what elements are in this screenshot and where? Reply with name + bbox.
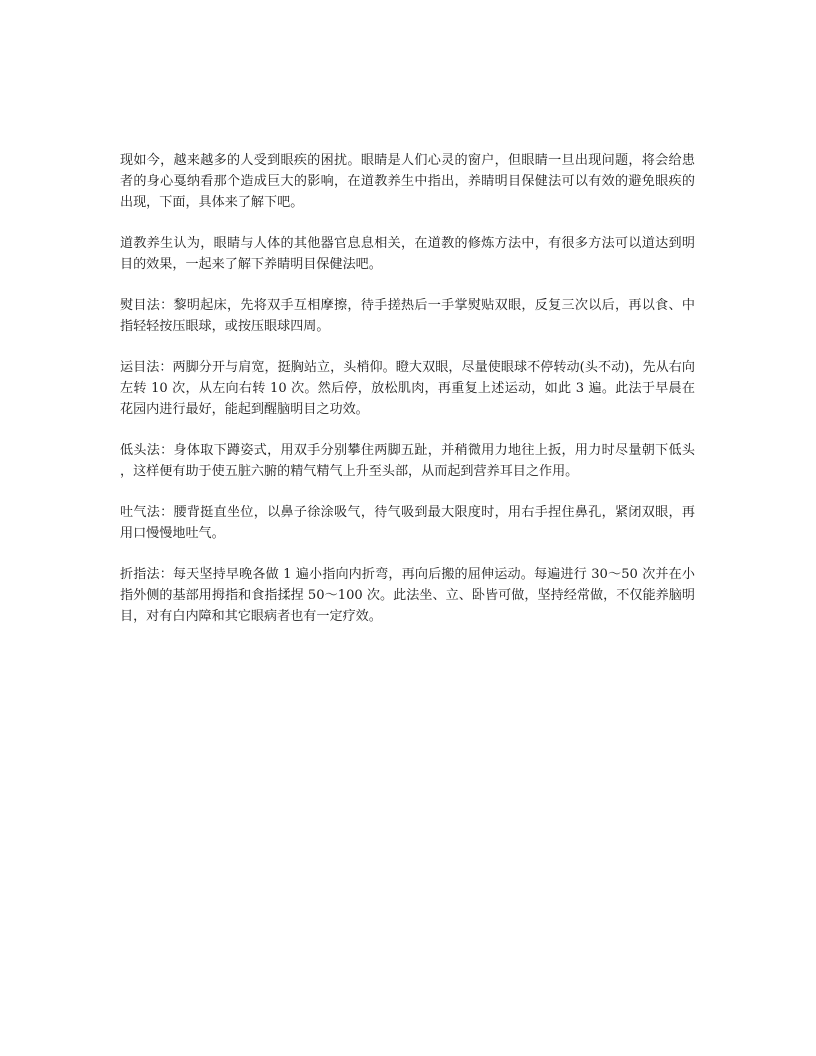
- method-exhale-paragraph: 吐气法：腰背挺直坐位，以鼻子徐涂吸气，待气吸到最大限度时，用右手捏住鼻孔，紧闭双眼，再用口慢慢地吐气。: [120, 505, 695, 541]
- method-eye-rotation-paragraph: 运目法：两脚分开与肩宽，挺胸站立，头梢仰。瞪大双眼，尽量使眼球不停转动(头不动)，先从右向左转 10 次，从左向右转 10 次。然后停，放松肌肉，再重复上述运动，如此 3 遍。此法于早晨在花园内进行最好，能起到醒脑明目之功效。: [120, 360, 695, 417]
- document-body: [120, 150, 695, 647]
- method-head-down-paragraph: 低头法：身体取下蹲姿式，用双手分别攀住两脚五趾，并稍微用力地往上扳，用力时尽量朝下低头，这样便有助于使五脏六腑的精气精气上升至头部，从而起到营养耳目之作用。: [120, 443, 695, 479]
- method-yun-mu-paragraph: 熨目法：黎明起床，先将双手互相摩擦，待手搓热后一手掌熨贴双眼，反复三次以后，再以食、中指轻轻按压眼球，或按压眼球四周。: [120, 298, 695, 334]
- intro-paragraph: 现如今，越来越多的人受到眼疾的困扰。眼睛是人们心灵的窗户，但眼睛一旦出现问题，将会给患者的身心戛纳看那个造成巨大的影响，在道教养生中指出，养睛明目保健法可以有效的避免眼疾的出现，下面，具体来了解下吧。: [120, 153, 695, 210]
- method-finger-bend-paragraph: 折指法：每天坚持早晚各做 1 遍小指向内折弯，再向后搬的屈伸运动。每遍进行 30～50 次并在小指外侧的基部用拇指和食指揉捏 50～100 次。此法坐、立、卧皆可做，坚持经常做，不仅能养脑明目，对有白内障和其它眼病者也有一定疗效。: [120, 567, 695, 624]
- taoist-view-paragraph: 道教养生认为，眼睛与人体的其他器官息息相关，在道教的修炼方法中，有很多方法可以道达到明目的效果，一起来了解下养睛明目保健法吧。: [120, 236, 695, 272]
